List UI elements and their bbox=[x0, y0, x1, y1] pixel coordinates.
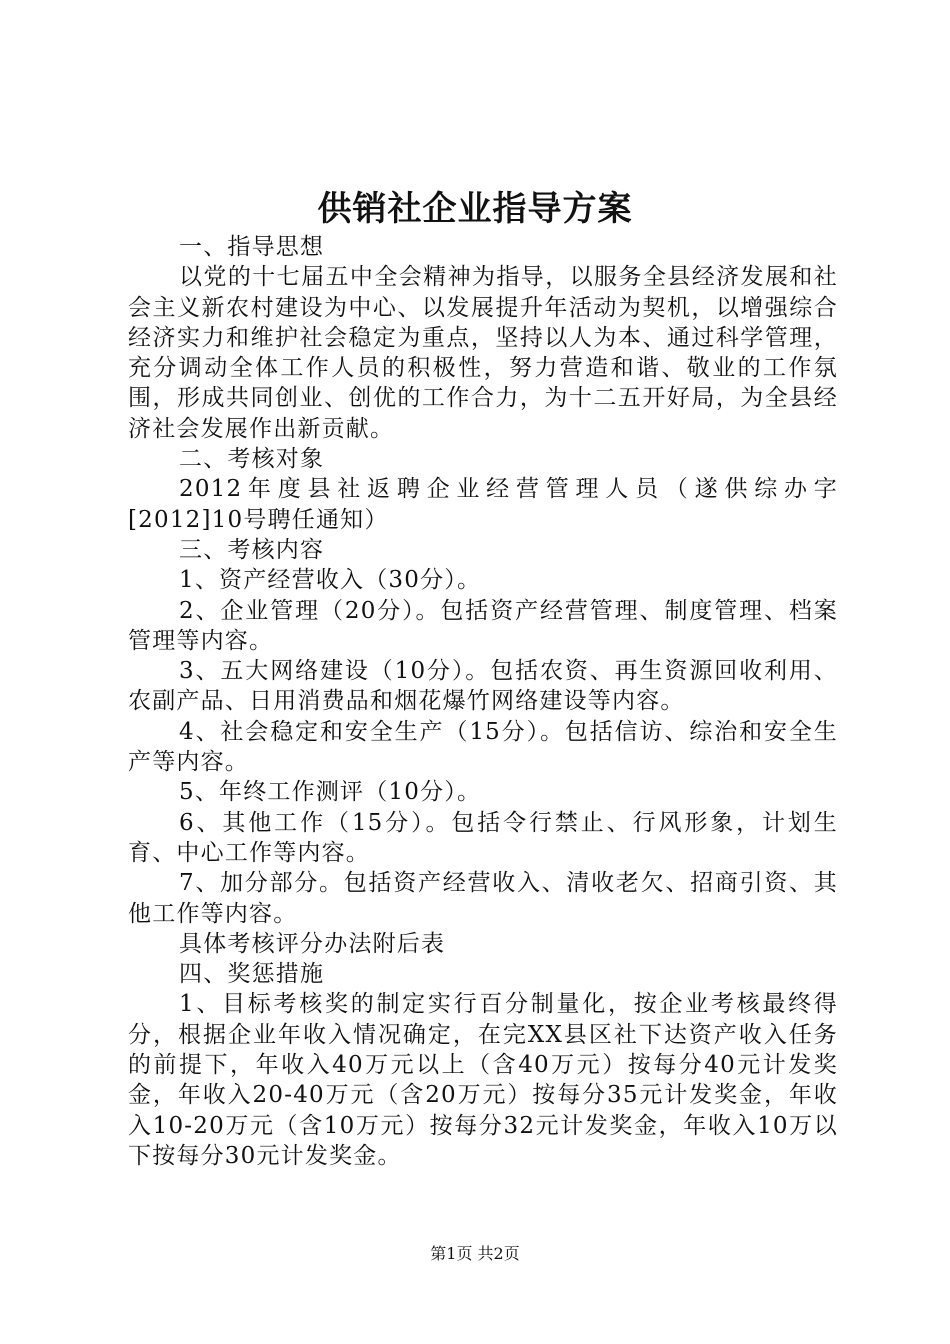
paragraph-rewards: 1、目标考核奖的制定实行百分制量化，按企业考核最终得分，根据企业年收入情况确定，在完XX县区社下达资产收入任务的前提下，年收入40万元以上（含40万元）按每分40元计发奖金，年收入20-40万元（含20万元）按每分35元计发奖金，年收入10-20万元（含10万元）按每分32元计发奖金，年收入10万以下按每分30元计发奖金。 bbox=[128, 991, 838, 1169]
list-item-network-construction: 3、五大网络建设（10分）。包括农资、再生资源回收利用、农副产品、日用消费品和烟花爆竹网络建设等内容。 bbox=[128, 658, 838, 715]
list-item-asset-income: 1、资产经营收入（30分）。 bbox=[179, 567, 482, 594]
list-item-social-stability: 4、社会稳定和安全生产（15分）。包括信访、综治和安全生产等内容。 bbox=[128, 718, 838, 776]
section-heading-guiding-thought: 一、指导思想 bbox=[179, 234, 325, 260]
document-title: 供销社企业指导方案 bbox=[317, 189, 633, 229]
paragraph-assessment-target: 2012年度县社返聘企业经营管理人员（遂供综办字[2012]10号聘任通知） bbox=[128, 476, 838, 533]
paragraph-guiding-thought: 以党的十七届五中全会精神为指导，以服务全县经济发展和社会主义新农村建设为中心、以发展提升年活动为契机，以增强综合经济实力和维护社会稳定为重点，坚持以人为本、通过科学管理，充分调动全体工作人员的积极性，努力营造和谐、敬业的工作氛围，形成共同创业、创优的工作合力，为十二五开好局，为全县经济社会发展作出新贡献。 bbox=[128, 264, 838, 442]
page-number-footer: 第1页 共2页 bbox=[430, 1244, 520, 1263]
document-body bbox=[128, 232, 838, 1171]
section-heading-rewards: 四、奖惩措施 bbox=[179, 961, 325, 988]
list-item-year-end-evaluation: 5、年终工作测评（10分）。 bbox=[179, 779, 482, 806]
list-item-bonus-points: 7、加分部分。包括资产经营收入、清收老欠、招商引资、其他工作等内容。 bbox=[128, 870, 838, 927]
list-item-enterprise-management: 2、企业管理（20分）。包括资产经营管理、制度管理、档案管理等内容。 bbox=[128, 597, 838, 654]
paragraph-scoring-note: 具体考核评分办法附后表 bbox=[179, 930, 446, 957]
section-heading-assessment-content: 三、考核内容 bbox=[179, 536, 325, 563]
section-heading-assessment-target: 二、考核对象 bbox=[179, 446, 325, 473]
list-item-other-work: 6、其他工作（15分）。包括令行禁止、行风形象，计划生育、中心工作等内容。 bbox=[128, 809, 838, 866]
